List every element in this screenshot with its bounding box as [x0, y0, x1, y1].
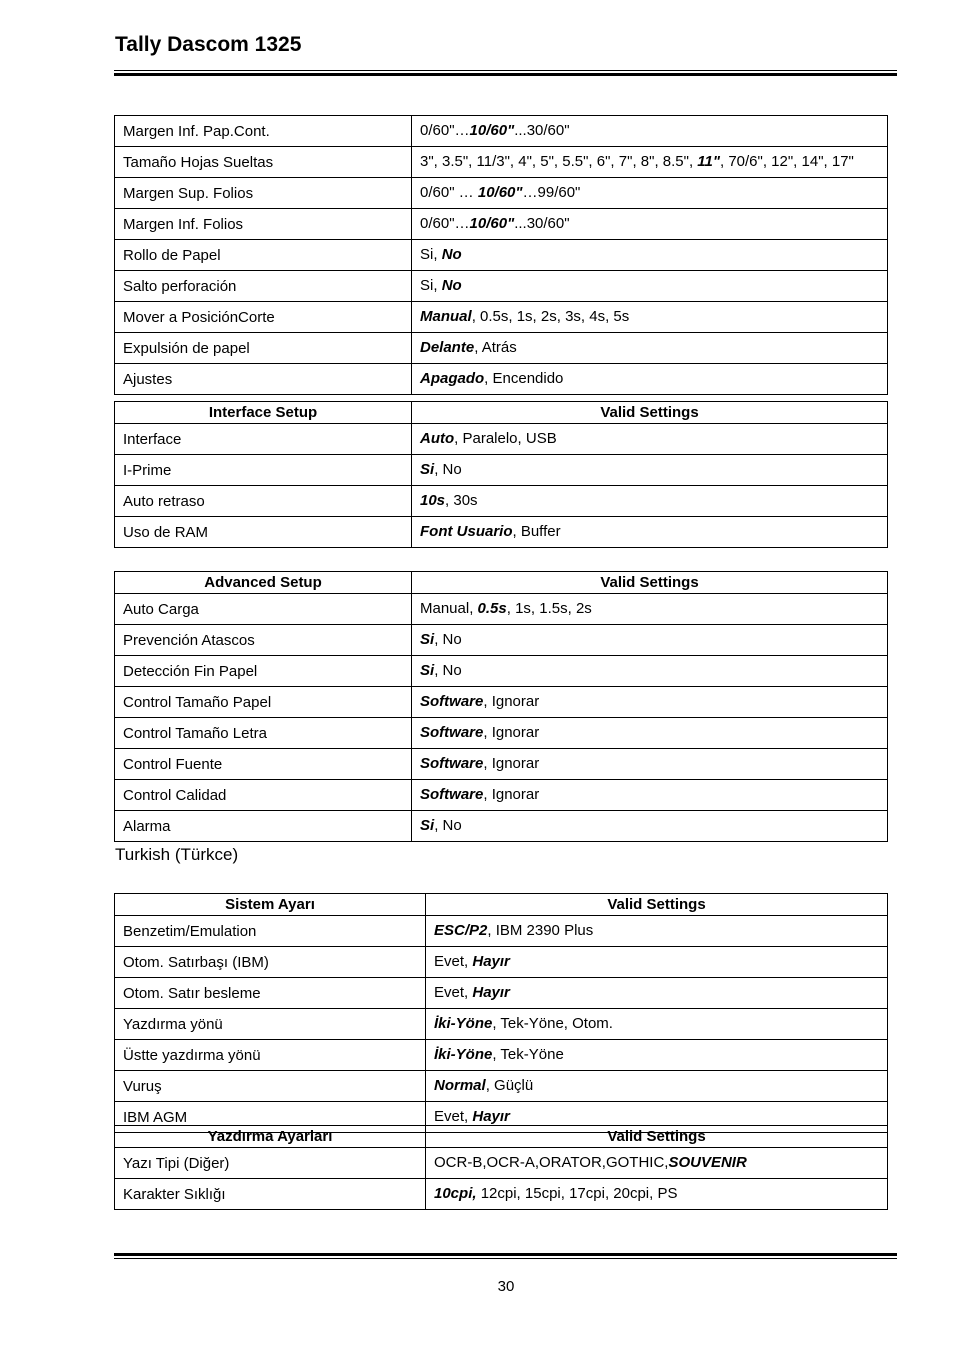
table-row [115, 147, 888, 178]
default-value: Software [420, 693, 484, 710]
option-text: , 70/6", 12", 14", 17" [719, 153, 854, 170]
default-value: Si [420, 631, 435, 648]
option-text: , No [434, 817, 462, 834]
default-value: No [441, 246, 462, 263]
table-row [115, 625, 888, 656]
setting-name-cell: Otom. Satır besleme [115, 978, 426, 1009]
setting-values-cell [412, 517, 888, 548]
table-header-cell: Valid Settings [426, 894, 888, 916]
setting-name-cell: Auto retraso [115, 486, 412, 517]
setting-values-cell [412, 455, 888, 486]
setting-name-cell: Margen Inf. Pap.Cont. [115, 116, 412, 147]
default-value: 11" [697, 153, 720, 170]
table-row [115, 718, 888, 749]
default-value: Hayır [472, 953, 510, 970]
option-text: , Paralelo, USB [454, 430, 557, 447]
default-value: Apagado [420, 370, 485, 387]
table-row [115, 240, 888, 271]
table-row [115, 486, 888, 517]
setting-name-cell: Detección Fin Papel [115, 656, 412, 687]
section-heading: Turkish (Türkce) [115, 845, 239, 864]
default-value: Si [420, 662, 435, 679]
default-value: SOUVENIR [668, 1154, 747, 1171]
setting-name-cell: Vuruş [115, 1071, 426, 1102]
default-value: Auto [420, 430, 455, 447]
setting-name-cell: Alarma [115, 811, 412, 842]
table-row [115, 116, 888, 147]
setting-values-cell [412, 209, 888, 240]
header-rule-thin [114, 70, 897, 71]
print-settings-table [114, 1125, 888, 1210]
default-value: 10/60" [469, 215, 515, 232]
setting-name-cell: Uso de RAM [115, 517, 412, 548]
page-number: 30 [497, 1278, 515, 1295]
table-header-cell: Advanced Setup [115, 572, 412, 594]
setting-values-cell [426, 1179, 888, 1210]
setting-name-cell: Rollo de Papel [115, 240, 412, 271]
option-text: , Tek-Yöne, Otom. [492, 1015, 613, 1032]
table-row [115, 978, 888, 1009]
setting-values-cell [412, 302, 888, 333]
setting-values-cell [412, 147, 888, 178]
paper-settings-table [114, 115, 888, 395]
default-value: Hayır [472, 1108, 510, 1125]
table-row [115, 424, 888, 455]
interface-setup-table [114, 401, 888, 548]
option-text: …99/60" [522, 184, 581, 201]
default-value: Manual [420, 308, 472, 325]
option-text: , Ignorar [483, 724, 540, 741]
option-text: , Tek-Yöne [492, 1046, 564, 1063]
footer-rule-thin [114, 1258, 897, 1259]
setting-name-cell: Prevención Atascos [115, 625, 412, 656]
setting-values-cell [412, 749, 888, 780]
default-value: 10/60" [477, 184, 523, 201]
page-title: Tally Dascom 1325 [115, 33, 302, 56]
setting-name-cell: Mover a PosiciónCorte [115, 302, 412, 333]
table-row [115, 1148, 888, 1179]
setting-name-cell: Ajustes [115, 364, 412, 395]
option-text: ...30/60" [514, 122, 570, 139]
option-text: 12cpi, 15cpi, 17cpi, 20cpi, PS [476, 1185, 678, 1202]
default-value: 0.5s [477, 600, 507, 617]
setting-values-cell [426, 1040, 888, 1071]
setting-values-cell [412, 811, 888, 842]
setting-name-cell: Karakter Sıklığı [115, 1179, 426, 1210]
table-row [115, 517, 888, 548]
setting-name-cell: Margen Sup. Folios [115, 178, 412, 209]
default-value: Font Usuario [420, 523, 513, 540]
default-value: Software [420, 724, 484, 741]
option-text: , Ignorar [483, 693, 540, 710]
option-text: , No [434, 461, 462, 478]
setting-name-cell: IBM AGM [115, 1102, 426, 1133]
option-text: , 30s [445, 492, 478, 509]
setting-values-cell [412, 116, 888, 147]
table-header-cell: Valid Settings [412, 572, 888, 594]
table-row [115, 178, 888, 209]
table-header-cell: Sistem Ayarı [115, 894, 426, 916]
setting-name-cell: Üstte yazdırma yönü [115, 1040, 426, 1071]
setting-name-cell: Expulsión de papel [115, 333, 412, 364]
default-value: Si [420, 817, 435, 834]
header-rule-thick [114, 73, 897, 76]
setting-values-cell [426, 1148, 888, 1179]
table-row [115, 455, 888, 486]
table-row [115, 1009, 888, 1040]
setting-name-cell: Interface [115, 424, 412, 455]
option-text: Si, [420, 246, 442, 263]
option-text: Evet, [434, 984, 473, 1001]
footer-rule-thick [114, 1253, 897, 1256]
setting-values-cell [412, 594, 888, 625]
table-row [115, 271, 888, 302]
setting-name-cell: Tamaño Hojas Sueltas [115, 147, 412, 178]
option-text: 0/60"… [420, 122, 470, 139]
default-value: No [441, 277, 462, 294]
setting-values-cell [412, 718, 888, 749]
table-row [115, 916, 888, 947]
option-text: 0/60"… [420, 215, 470, 232]
setting-values-cell [412, 486, 888, 517]
default-value: Delante [420, 339, 475, 356]
setting-name-cell: Control Calidad [115, 780, 412, 811]
option-text: OCR-B,OCR-A,ORATOR,GOTHIC, [434, 1154, 669, 1171]
option-text: Evet, [434, 1108, 473, 1125]
setting-name-cell: Salto perforación [115, 271, 412, 302]
default-value: Si [420, 461, 435, 478]
table-row [115, 749, 888, 780]
option-text: ...30/60" [514, 215, 570, 232]
setting-values-cell [426, 1071, 888, 1102]
option-text: , Encendido [484, 370, 564, 387]
setting-name-cell: Margen Inf. Folios [115, 209, 412, 240]
table-row [115, 656, 888, 687]
option-text: , Ignorar [483, 755, 540, 772]
default-value: 10cpi, [434, 1185, 477, 1202]
table-header-cell: Valid Settings [426, 1126, 888, 1148]
table-row [115, 364, 888, 395]
table-row [115, 594, 888, 625]
table-row [115, 333, 888, 364]
setting-name-cell: Yazdırma yönü [115, 1009, 426, 1040]
table-row [115, 209, 888, 240]
table-row [115, 687, 888, 718]
default-value: İki-Yöne [434, 1046, 493, 1063]
table-row [115, 780, 888, 811]
default-value: 10s [420, 492, 446, 509]
default-value: Hayır [472, 984, 510, 1001]
default-value: Software [420, 786, 484, 803]
option-text: , Güçlü [485, 1077, 534, 1094]
option-text: , No [434, 631, 462, 648]
table-row [115, 302, 888, 333]
table-header-cell: Valid Settings [412, 402, 888, 424]
setting-name-cell: Auto Carga [115, 594, 412, 625]
setting-values-cell [412, 364, 888, 395]
option-text: Evet, [434, 953, 473, 970]
setting-values-cell [426, 978, 888, 1009]
setting-name-cell: Otom. Satırbaşı (IBM) [115, 947, 426, 978]
default-value: Normal [434, 1077, 486, 1094]
default-value: Software [420, 755, 484, 772]
setting-values-cell [412, 625, 888, 656]
setting-values-cell [412, 271, 888, 302]
option-text: 0/60" … [420, 184, 478, 201]
table-row [115, 1071, 888, 1102]
setting-values-cell [412, 687, 888, 718]
option-text: Manual, [420, 600, 478, 617]
setting-name-cell: Control Tamaño Letra [115, 718, 412, 749]
setting-name-cell: Control Fuente [115, 749, 412, 780]
system-settings-table [114, 893, 888, 1133]
table-row [115, 811, 888, 842]
advanced-setup-table [114, 571, 888, 842]
setting-values-cell [412, 240, 888, 271]
table-row [115, 1040, 888, 1071]
option-text: , 0.5s, 1s, 2s, 3s, 4s, 5s [471, 308, 630, 325]
setting-name-cell: Benzetim/Emulation [115, 916, 426, 947]
default-value: 10/60" [469, 122, 515, 139]
option-text: , No [434, 662, 462, 679]
default-value: ESC/P2 [434, 922, 488, 939]
setting-values-cell [412, 178, 888, 209]
option-text: , IBM 2390 Plus [487, 922, 594, 939]
table-row [115, 947, 888, 978]
option-text: , Ignorar [483, 786, 540, 803]
setting-name-cell: Control Tamaño Papel [115, 687, 412, 718]
setting-name-cell: I-Prime [115, 455, 412, 486]
option-text: Si, [420, 277, 442, 294]
setting-values-cell [426, 947, 888, 978]
option-text: , 1s, 1.5s, 2s [506, 600, 592, 617]
table-header-cell: Yazdırma Ayarları [115, 1126, 426, 1148]
option-text: , Buffer [512, 523, 561, 540]
option-text: 3", 3.5", 11/3", 4", 5", 5.5", 6", 7", 8", 8.5", [420, 153, 698, 170]
default-value: İki-Yöne [434, 1015, 493, 1032]
setting-values-cell [412, 424, 888, 455]
setting-values-cell [426, 916, 888, 947]
setting-name-cell: Yazı Tipi (Diğer) [115, 1148, 426, 1179]
table-header-cell: Interface Setup [115, 402, 412, 424]
setting-values-cell [412, 656, 888, 687]
setting-values-cell [412, 780, 888, 811]
option-text: , Atrás [474, 339, 517, 356]
setting-values-cell [426, 1009, 888, 1040]
table-row [115, 1179, 888, 1210]
setting-values-cell [412, 333, 888, 364]
